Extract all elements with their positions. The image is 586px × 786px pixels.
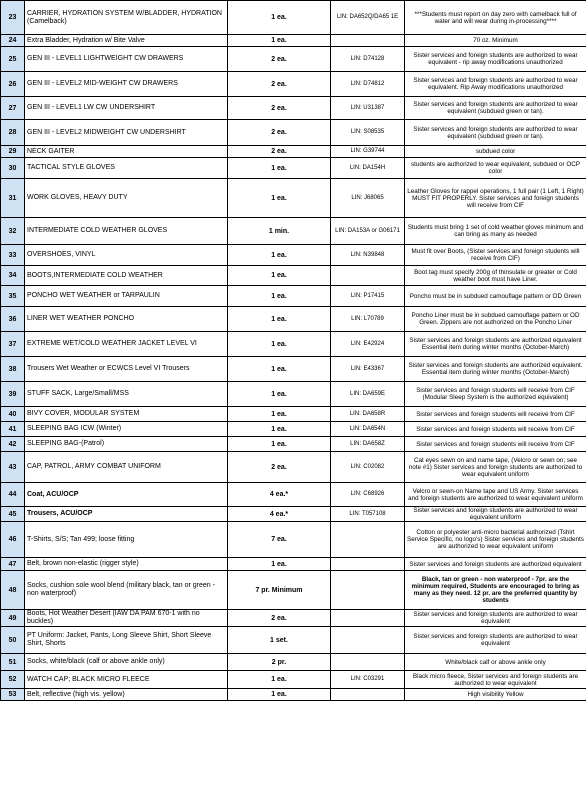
row-number: 47	[1, 558, 25, 571]
table-row	[1, 218, 586, 245]
table-row	[1, 72, 586, 97]
item-quantity: 1 ea.	[228, 689, 331, 701]
item-remarks: Sister services and foreign students are authorized equivalent Essential item during winter months (October-March)	[405, 332, 586, 357]
item-remarks: Black, tan or green - non waterproof - 7pr. are the minimum required, Students are encouraged to bring as many as they need. 12 pr. are the preferred quantity by students	[405, 571, 586, 610]
lin-number: LIN: N39848	[331, 245, 405, 266]
row-number: 51	[1, 654, 25, 671]
item-quantity: 1 ea.	[228, 407, 331, 422]
lin-number: LIN: L70789	[331, 307, 405, 332]
row-number: 28	[1, 120, 25, 146]
item-remarks: students are authorized to wear equivalent, subdued or OCP color	[405, 158, 586, 179]
item-quantity: 1 ea.	[228, 266, 331, 286]
item-remarks: White/black calf or above ankle only	[405, 654, 586, 671]
item-remarks: Sister services and foreign students will receive from CIF	[405, 437, 586, 452]
item-quantity: 1 ea.	[228, 437, 331, 452]
lin-number: LIN: C68926	[331, 483, 405, 507]
row-number: 39	[1, 382, 25, 407]
item-remarks: Students must bring 1 set of cold weather gloves minimum and can bring as many as needed	[405, 218, 586, 245]
row-number: 46	[1, 522, 25, 558]
table-row	[1, 558, 586, 571]
item-quantity: 4 ea.*	[228, 483, 331, 507]
lin-number: LIN: C03291	[331, 671, 405, 689]
row-number: 38	[1, 357, 25, 382]
row-number: 40	[1, 407, 25, 422]
item-name: SLEEPING BAG ICW (Winter)	[25, 422, 228, 437]
lin-number: LIN: T057108	[331, 507, 405, 522]
item-remarks: Black micro fleece, Sister services and foreign students are authorized to wear equivalent	[405, 671, 586, 689]
item-quantity: 1 ea.	[228, 671, 331, 689]
item-name: GEN III - LEVEL2 MID-WEIGHT CW DRAWERS	[25, 72, 228, 97]
table-row	[1, 671, 586, 689]
row-number: 44	[1, 483, 25, 507]
lin-number: LIN: S08535	[331, 120, 405, 146]
lin-number: LIN: DA154H	[331, 158, 405, 179]
item-name: Socks, cushion sole wool blend (military black, tan or green - non waterproof)	[25, 571, 228, 610]
item-name: BOOTS,INTERMEDIATE COLD WEATHER	[25, 266, 228, 286]
row-number: 31	[1, 179, 25, 218]
row-number: 53	[1, 689, 25, 701]
lin-number	[331, 689, 405, 701]
item-quantity: 1 ea.	[228, 35, 331, 47]
item-name: Trousers, ACU/OCP	[25, 507, 228, 522]
item-remarks: Boot tag must specify 200g of thinsulate or greater or Cold weather boot must have Liner.	[405, 266, 586, 286]
item-remarks: Poncho must be in subdued camouflage pattern or OD Green	[405, 286, 586, 307]
lin-number: LIN: G39744	[331, 146, 405, 158]
table-row	[1, 627, 586, 654]
row-number: 29	[1, 146, 25, 158]
row-number: 42	[1, 437, 25, 452]
item-quantity: 1 ea.	[228, 158, 331, 179]
table-row	[1, 689, 586, 701]
table-row	[1, 507, 586, 522]
lin-number: LIN: DA659E	[331, 382, 405, 407]
item-quantity: 1 ea.	[228, 286, 331, 307]
table-row	[1, 97, 586, 120]
item-quantity: 1 ea.	[228, 307, 331, 332]
row-number: 45	[1, 507, 25, 522]
row-number: 32	[1, 218, 25, 245]
item-name: EXTREME WET/COLD WEATHER JACKET LEVEL VI	[25, 332, 228, 357]
table-row	[1, 146, 586, 158]
table-row	[1, 332, 586, 357]
table-row	[1, 422, 586, 437]
lin-number	[331, 627, 405, 654]
table-row	[1, 571, 586, 610]
item-quantity: 2 ea.	[228, 72, 331, 97]
table-row	[1, 47, 586, 72]
item-remarks: Leather Gloves for rappel operations, 1 full pair (1 Left, 1 Right) MUST FIT PROPERLY. Sister services and foreign students will receive from CIF	[405, 179, 586, 218]
item-remarks: subdued color	[405, 146, 586, 158]
item-remarks: Sister services and foreign students are authorized equivalent. Essential item during winter months (October-March)	[405, 357, 586, 382]
item-quantity: 1 ea.	[228, 558, 331, 571]
lin-number: LIN: DA658Z	[331, 437, 405, 452]
lin-number: LIN: E43367	[331, 357, 405, 382]
table-row	[1, 286, 586, 307]
item-remarks: Cotton or polyester anti-micro bacterial authorized (Tshirt Service Specific, no logo's) Sister services and foreign students are authorized to wear equivalent uniform	[405, 522, 586, 558]
item-name: LINER WET WEATHER PONCHO	[25, 307, 228, 332]
lin-number: LIN: P17415	[331, 286, 405, 307]
item-name: GEN III - LEVEL1 LIGHTWEIGHT CW DRAWERS	[25, 47, 228, 72]
item-name: BIVY COVER, MODULAR SYSTEM	[25, 407, 228, 422]
lin-number: LIN: DA153A or G06171	[331, 218, 405, 245]
item-name: Coat, ACU/OCP	[25, 483, 228, 507]
table-body	[1, 1, 586, 701]
item-quantity: 2 ea.	[228, 146, 331, 158]
table-row	[1, 357, 586, 382]
row-number: 36	[1, 307, 25, 332]
lin-number: LIN: U31387	[331, 97, 405, 120]
row-number: 27	[1, 97, 25, 120]
table-row	[1, 522, 586, 558]
lin-number	[331, 654, 405, 671]
row-number: 34	[1, 266, 25, 286]
item-quantity: 2 ea.	[228, 47, 331, 72]
item-quantity: 4 ea.*	[228, 507, 331, 522]
item-name: Belt, brown non-elastic (rigger style)	[25, 558, 228, 571]
item-quantity: 1 set.	[228, 627, 331, 654]
lin-number: LIN: DA652Q/DA65 1E	[331, 1, 405, 35]
table-row	[1, 266, 586, 286]
item-quantity: 2 pr.	[228, 654, 331, 671]
item-quantity: 1 ea.	[228, 179, 331, 218]
lin-number: LIN: D74812	[331, 72, 405, 97]
item-name: Boots, Hot Weather Desert (IAW DA PAM 670-1 with no buckles)	[25, 610, 228, 627]
item-remarks: Poncho Liner must be in subdued camouflage pattern or OD Green. Zippers are not authorized on the Poncho Liner	[405, 307, 586, 332]
row-number: 35	[1, 286, 25, 307]
table-row	[1, 158, 586, 179]
item-name: CAP, PATROL, ARMY COMBAT UNIFORM	[25, 452, 228, 483]
table-row	[1, 407, 586, 422]
row-number: 43	[1, 452, 25, 483]
item-quantity: 7 pr. Minimum	[228, 571, 331, 610]
row-number: 30	[1, 158, 25, 179]
item-quantity: 1 min.	[228, 218, 331, 245]
lin-number: LIN: D74128	[331, 47, 405, 72]
lin-number	[331, 610, 405, 627]
item-name: INTERMEDIATE COLD WEATHER GLOVES	[25, 218, 228, 245]
item-remarks: Sister services and foreign students are authorized to wear equivalent	[405, 627, 586, 654]
lin-number	[331, 266, 405, 286]
lin-number	[331, 35, 405, 47]
item-remarks: ***Students must report on day zero with camelback full of water and will wear during in-processing****	[405, 1, 586, 35]
table-row	[1, 35, 586, 47]
item-remarks: Sister services and foreign students are authorized to wear equivalent	[405, 610, 586, 627]
table-row	[1, 245, 586, 266]
item-name: Extra Bladder, Hydration w/ Bite Valve	[25, 35, 228, 47]
item-remarks: Sister services and foreign students are authorized to wear equivalent uniform	[405, 507, 586, 522]
row-number: 23	[1, 1, 25, 35]
table-row	[1, 120, 586, 146]
item-remarks: Sister services and foreign students are authorized to wear equivalent (subdued green or tan).	[405, 97, 586, 120]
row-number: 37	[1, 332, 25, 357]
item-remarks: High visibility Yellow	[405, 689, 586, 701]
item-quantity: 2 ea.	[228, 610, 331, 627]
lin-number	[331, 571, 405, 610]
row-number: 48	[1, 571, 25, 610]
item-remarks: Sister services and foreign students will receive from CIF	[405, 407, 586, 422]
lin-number: LIN: DA654N	[331, 422, 405, 437]
item-name: NECK GAITER	[25, 146, 228, 158]
lin-number: LIN: DA658R	[331, 407, 405, 422]
item-name: T-Shirts, S/S; Tan 499; loose fitting	[25, 522, 228, 558]
item-name: Socks, white/black (calf or above ankle only)	[25, 654, 228, 671]
lin-number: LIN: J68065	[331, 179, 405, 218]
table-row	[1, 437, 586, 452]
item-name: SLEEPING BAG-(Patrol)	[25, 437, 228, 452]
item-quantity: 1 ea.	[228, 332, 331, 357]
table-row	[1, 610, 586, 627]
item-name: WATCH CAP; BLACK MICRO FLEECE	[25, 671, 228, 689]
item-quantity: 1 ea.	[228, 382, 331, 407]
item-name: GEN III - LEVEL1 LW CW UNDERSHIRT	[25, 97, 228, 120]
item-name: CARRIER, HYDRATION SYSTEM W/BLADDER, HYDRATION (Camelback)	[25, 1, 228, 35]
item-name: Trousers Wet Weather or ECWCS Level VI Trousers	[25, 357, 228, 382]
item-quantity: 2 ea.	[228, 97, 331, 120]
table-row	[1, 483, 586, 507]
item-remarks: Sister services and foreign students are authorized to wear equivalent (subdued green or tan).	[405, 120, 586, 146]
item-remarks: Cat eyes sewn on and name tape, (Velcro or sewn on; see note #1) Sister services and foreign students are authorized to wear equivalent uniform	[405, 452, 586, 483]
lin-number: LIN: C02082	[331, 452, 405, 483]
row-number: 41	[1, 422, 25, 437]
item-quantity: 1 ea.	[228, 422, 331, 437]
item-name: TACTICAL STYLE GLOVES	[25, 158, 228, 179]
row-number: 33	[1, 245, 25, 266]
row-number: 26	[1, 72, 25, 97]
item-remarks: Sister services and foreign students will receive from CIF	[405, 422, 586, 437]
item-remarks: Sister services and foreign students are authorized equivalent	[405, 558, 586, 571]
item-remarks: Sister services and foreign students will receive from CIF (Modular Sleep System is the authorized equivalent)	[405, 382, 586, 407]
item-remarks: Sister services and foreign students are authorized to wear equivalent - rip away modifications unauthorized	[405, 47, 586, 72]
item-name: PT Uniform: Jacket, Pants, Long Sleeve Shirt, Short Sleeve Shirt, Shorts	[25, 627, 228, 654]
item-name: WORK GLOVES, HEAVY DUTY	[25, 179, 228, 218]
table-row	[1, 1, 586, 35]
item-name: STUFF SACK, Large/Small/MSS	[25, 382, 228, 407]
item-name: GEN III - LEVEL2 MIDWEIGHT CW UNDERSHIRT	[25, 120, 228, 146]
item-quantity: 1 ea.	[228, 1, 331, 35]
item-remarks: Must fit over Boots, (Sister services and foreign students will receive from CIF)	[405, 245, 586, 266]
row-number: 25	[1, 47, 25, 72]
item-remarks: Sister services and foreign students are authorized to wear equivalent. Rip Away modifications unauthorized	[405, 72, 586, 97]
lin-number	[331, 522, 405, 558]
item-name: PONCHO WET WEATHER or TARPAULIN	[25, 286, 228, 307]
item-remarks: 70 oz. Minimum	[405, 35, 586, 47]
table-row	[1, 382, 586, 407]
lin-number	[331, 558, 405, 571]
table-row	[1, 452, 586, 483]
item-quantity: 1 ea.	[228, 357, 331, 382]
item-name: OVERSHOES, VINYL	[25, 245, 228, 266]
item-remarks: Velcro or sewn-on Name tape and US Army. Sister services and foreign students are authorized to wear equivalent uniform	[405, 483, 586, 507]
row-number: 49	[1, 610, 25, 627]
item-name: Belt, reflective (high vis. yellow)	[25, 689, 228, 701]
row-number: 52	[1, 671, 25, 689]
row-number: 24	[1, 35, 25, 47]
item-quantity: 2 ea.	[228, 452, 331, 483]
table-row	[1, 654, 586, 671]
item-quantity: 7 ea.	[228, 522, 331, 558]
row-number: 50	[1, 627, 25, 654]
table-row	[1, 179, 586, 218]
item-quantity: 2 ea.	[228, 120, 331, 146]
table-row	[1, 307, 586, 332]
item-quantity: 1 ea.	[228, 245, 331, 266]
lin-number: LIN: E42924	[331, 332, 405, 357]
